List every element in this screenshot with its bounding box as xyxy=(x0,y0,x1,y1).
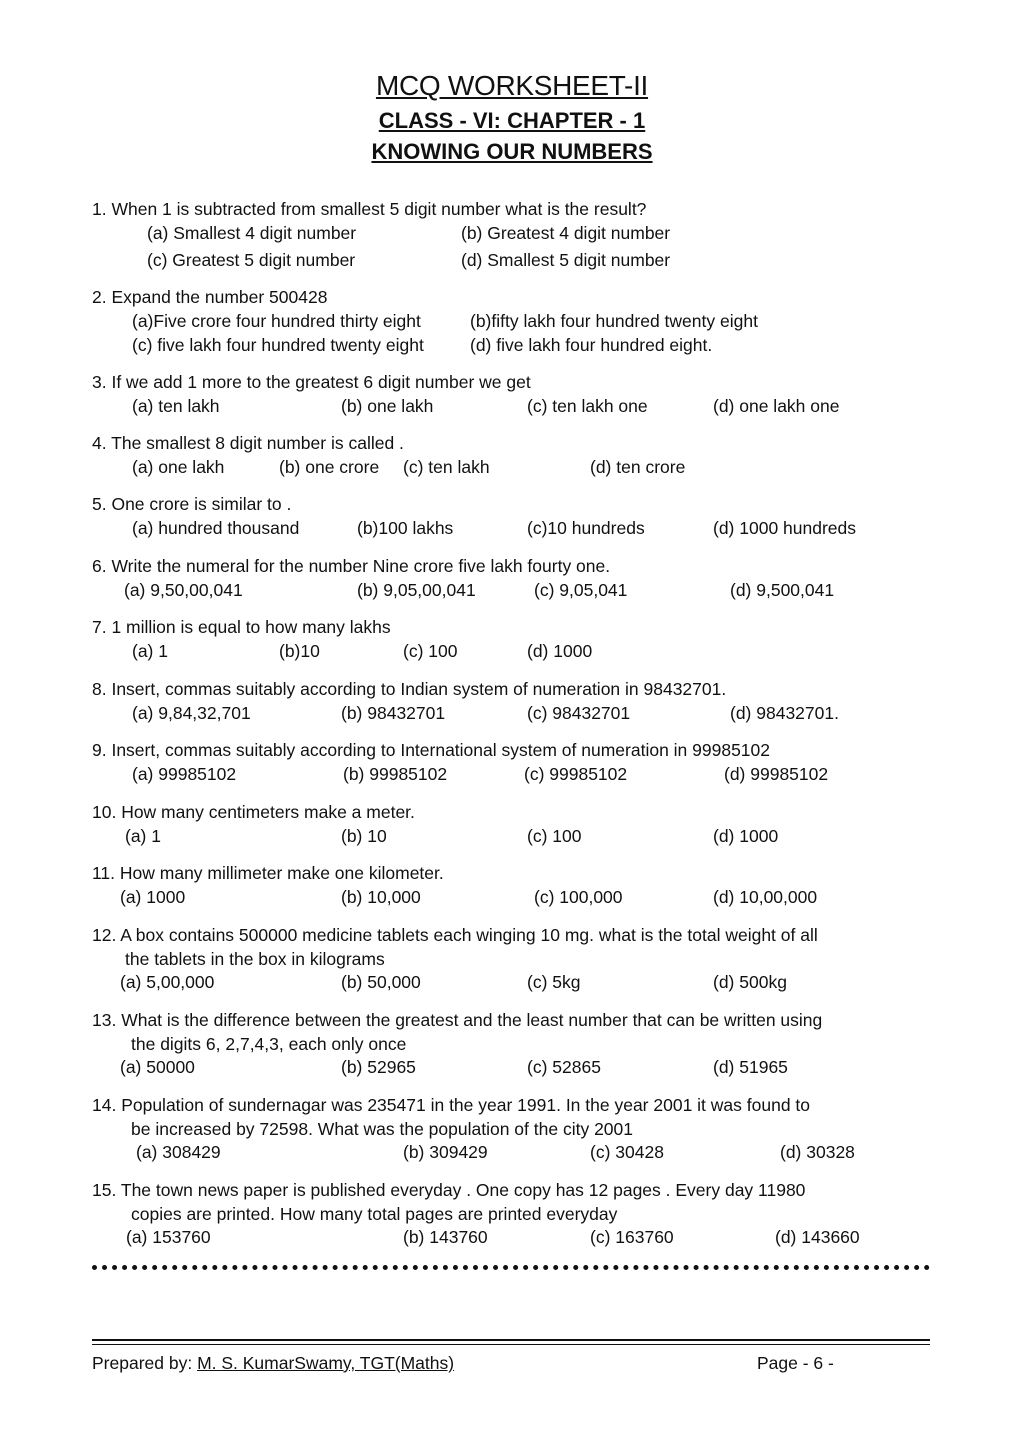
question-1-option-a: (a) Smallest 4 digit number xyxy=(147,222,357,243)
question-14-option-b: (b) 309429 xyxy=(403,1142,488,1162)
question-15-text: 15. The town news paper is published everyday . One copy has 12 pages . Every day 11980 xyxy=(92,1180,806,1200)
question-9-text: 9. Insert, commas suitably according to International system of numeration in 99985102 xyxy=(92,740,771,760)
question-3-option-a: (a) ten lakh xyxy=(132,395,220,416)
question-10-text: 10. How many centimeters make a meter. xyxy=(92,802,415,822)
question-3-options xyxy=(92,395,840,419)
question-7-option-b: (b)10 xyxy=(279,640,320,661)
question-12-option-d: (d) 500kg xyxy=(713,972,787,992)
question-14 xyxy=(92,1094,855,1165)
question-10-option-a: (a) 1 xyxy=(125,825,161,846)
footer-rule-thin xyxy=(92,1344,930,1345)
question-10-option-d: (d) 1000 xyxy=(713,825,779,846)
question-2-options-row-1 xyxy=(92,310,758,334)
question-14-option-a: (a) 308429 xyxy=(136,1142,221,1162)
question-12-option-c: (c) 5kg xyxy=(527,972,581,992)
question-2-option-b: (b)fifty lakh four hundred twenty eight xyxy=(470,310,758,331)
question-11 xyxy=(92,862,818,910)
question-13-options xyxy=(92,1056,822,1080)
class-chapter-heading: CLASS - VI: CHAPTER - 1 xyxy=(378,108,646,133)
question-4-option-d: (d) ten crore xyxy=(590,456,686,477)
question-15-option-a: (a) 153760 xyxy=(126,1227,211,1247)
question-8-option-b: (b) 98432701 xyxy=(341,702,446,723)
question-11-option-b: (b) 10,000 xyxy=(341,886,421,907)
worksheet-title: MCQ WORKSHEET-II xyxy=(375,70,649,101)
question-11-text: 11. How many millimeter make one kilometer. xyxy=(92,863,444,883)
question-13-option-b: (b) 52965 xyxy=(341,1057,416,1077)
question-12-text-continued: the tablets in the box in kilograms xyxy=(125,948,385,969)
question-5-option-c: (c)10 hundreds xyxy=(527,517,645,538)
footer-rule-thick xyxy=(92,1339,930,1341)
question-14-text: 14. Population of sundernagar was 235471 in the year 1991. In the year 2001 it was found to xyxy=(92,1095,811,1115)
question-1-text: 1. When 1 is subtracted from smallest 5 digit number what is the result? xyxy=(92,199,647,219)
footer-prepared-by xyxy=(92,1353,454,1374)
question-3-option-b: (b) one lakh xyxy=(341,395,434,416)
question-1-option-d: (d) Smallest 5 digit number xyxy=(461,249,671,270)
question-15-option-b: (b) 143760 xyxy=(403,1227,488,1247)
question-1 xyxy=(92,198,671,273)
question-3-option-d: (d) one lakh one xyxy=(713,395,840,416)
question-13-option-d: (d) 51965 xyxy=(713,1057,788,1077)
question-6-options xyxy=(92,579,835,603)
question-10-options xyxy=(92,825,779,849)
question-9-option-d: (d) 99985102 xyxy=(724,763,829,784)
question-11-options xyxy=(92,886,818,910)
question-5-options xyxy=(92,517,857,541)
question-11-option-d: (d) 10,00,000 xyxy=(713,886,818,907)
question-13-text-continued: the digits 6, 2,7,4,3, each only once xyxy=(131,1033,407,1054)
question-12-text: 12. A box contains 500000 medicine tablets each winging 10 mg. what is the total weight of all xyxy=(92,925,818,945)
question-5-option-b: (b)100 lakhs xyxy=(357,517,454,538)
question-4-option-c: (c) ten lakh xyxy=(403,456,490,477)
question-4-option-a: (a) one lakh xyxy=(132,456,225,477)
question-6-option-c: (c) 9,05,041 xyxy=(534,579,628,600)
question-6-option-a: (a) 9,50,00,041 xyxy=(124,579,243,600)
question-10-option-b: (b) 10 xyxy=(341,825,387,846)
question-1-option-b: (b) Greatest 4 digit number xyxy=(461,222,671,243)
question-2-option-d: (d) five lakh four hundred eight. xyxy=(470,334,713,355)
question-12-option-b: (b) 50,000 xyxy=(341,972,421,992)
question-5-option-d: (d) 1000 hundreds xyxy=(713,517,857,538)
question-15-options xyxy=(92,1226,860,1250)
question-9-option-c: (c) 99985102 xyxy=(524,763,628,784)
question-8 xyxy=(92,678,839,726)
question-15 xyxy=(92,1179,860,1250)
question-8-text: 8. Insert, commas suitably according to Indian system of numeration in 98432701. xyxy=(92,679,727,699)
footer-prepared-label: Prepared by: xyxy=(92,1353,198,1373)
question-9-option-a: (a) 99985102 xyxy=(132,763,237,784)
question-6 xyxy=(92,555,835,603)
question-9-option-b: (b) 99985102 xyxy=(343,763,448,784)
question-15-option-d: (d) 143660 xyxy=(775,1227,860,1247)
question-4-options xyxy=(92,456,686,480)
question-8-options xyxy=(92,702,839,726)
question-11-option-a: (a) 1000 xyxy=(120,886,186,907)
question-14-option-c: (c) 30428 xyxy=(590,1142,664,1162)
question-4-text: 4. The smallest 8 digit number is called . xyxy=(92,433,404,453)
question-13-option-c: (c) 52865 xyxy=(527,1057,601,1077)
question-5-option-a: (a) hundred thousand xyxy=(132,517,300,538)
question-10-option-c: (c) 100 xyxy=(527,825,582,846)
question-8-option-c: (c) 98432701 xyxy=(527,702,631,723)
question-5 xyxy=(92,493,857,541)
question-7-option-c: (c) 100 xyxy=(403,640,458,661)
question-7-option-d: (d) 1000 xyxy=(527,640,593,661)
question-15-text-continued: copies are printed. How many total pages are printed everyday xyxy=(131,1203,618,1224)
question-2-text: 2. Expand the number 500428 xyxy=(92,287,328,307)
question-12-options xyxy=(92,971,818,995)
question-2-option-c: (c) five lakh four hundred twenty eight xyxy=(132,334,424,355)
question-13-text: 13. What is the difference between the greatest and the least number that can be written using xyxy=(92,1010,823,1030)
question-8-option-d: (d) 98432701. xyxy=(730,702,839,723)
question-9-options xyxy=(92,763,829,787)
question-2-option-a: (a)Five crore four hundred thirty eight xyxy=(132,310,421,331)
question-11-option-c: (c) 100,000 xyxy=(534,886,623,907)
question-3 xyxy=(92,371,840,419)
question-5-text: 5. One crore is similar to . xyxy=(92,494,292,514)
footer-page-number: Page - 6 - xyxy=(757,1353,834,1373)
question-7-options xyxy=(92,640,593,664)
question-7 xyxy=(92,616,593,664)
question-6-text: 6. Write the numeral for the number Nine crore five lakh fourty one. xyxy=(92,556,611,576)
question-15-option-c: (c) 163760 xyxy=(590,1227,674,1247)
question-1-options-row-1 xyxy=(92,222,671,246)
question-14-option-d: (d) 30328 xyxy=(780,1142,855,1162)
question-4 xyxy=(92,432,686,480)
question-6-option-b: (b) 9,05,00,041 xyxy=(357,579,476,600)
question-1-option-c: (c) Greatest 5 digit number xyxy=(147,249,356,270)
question-13-option-a: (a) 50000 xyxy=(120,1057,195,1077)
question-7-text: 7. 1 million is equal to how many lakhs xyxy=(92,617,391,637)
question-1-options-row-2 xyxy=(92,249,671,273)
question-2 xyxy=(92,286,758,358)
question-14-options xyxy=(92,1141,855,1165)
dotted-divider xyxy=(92,1265,930,1270)
question-12-option-a: (a) 5,00,000 xyxy=(120,972,215,992)
question-4-option-b: (b) one crore xyxy=(279,456,380,477)
question-3-text: 3. If we add 1 more to the greatest 6 digit number we get xyxy=(92,372,531,392)
question-2-options-row-2 xyxy=(92,334,713,358)
question-6-option-d: (d) 9,500,041 xyxy=(730,579,835,600)
question-3-option-c: (c) ten lakh one xyxy=(527,395,648,416)
question-7-option-a: (a) 1 xyxy=(132,640,168,661)
question-13 xyxy=(92,1009,822,1080)
question-9 xyxy=(92,739,829,787)
question-14-text-continued: be increased by 72598. What was the population of the city 2001 xyxy=(131,1118,633,1139)
question-10 xyxy=(92,801,779,849)
question-8-option-a: (a) 9,84,32,701 xyxy=(132,702,251,723)
question-12 xyxy=(92,924,818,995)
chapter-name-heading: KNOWING OUR NUMBERS xyxy=(371,139,653,164)
footer-author: M. S. KumarSwamy, TGT(Maths) xyxy=(197,1353,455,1373)
